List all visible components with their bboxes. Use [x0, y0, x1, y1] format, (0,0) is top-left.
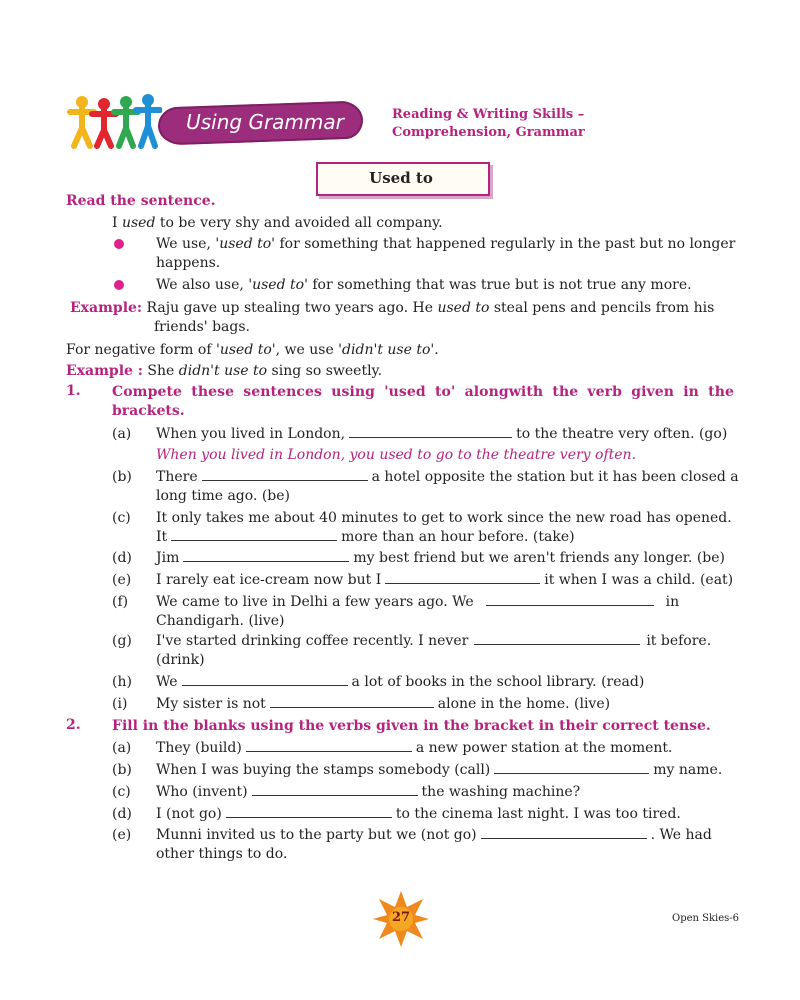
read-heading: Read the sentence. [66, 193, 216, 209]
q1-c-label: (c) [112, 510, 131, 526]
q1-i-label: (i) [112, 696, 128, 712]
q1-a-label: (a) [112, 426, 132, 442]
q1-a-answer: When you lived in London, you used to go to the theatre very often. [156, 447, 637, 463]
q2-c-line: Who (invent) the washing machine? [156, 784, 581, 800]
q2-c-blank[interactable] [252, 783, 418, 796]
q2-d-line: I (not go) to the cinema last night. I was too tired. [156, 806, 681, 822]
negative-form: For negative form of 'used to', we use 'didn't use to'. [66, 342, 439, 358]
intro-sentence: I used to be very shy and avoided all company. [112, 215, 443, 231]
topic-title: Used to [369, 169, 433, 187]
example-1-cont: friends' bags. [154, 319, 251, 335]
bullet-1-cont: happens. [156, 255, 221, 271]
bullet-1: We use, 'used to' for something that happened regularly in the past but no longer [156, 236, 736, 252]
q1-b-line: There a hotel opposite the station but it has been closed a [156, 469, 739, 485]
q2-e-line: Munni invited us to the party but we (not go) . We had [156, 827, 712, 843]
bullet-icon [114, 280, 124, 290]
q1-b-blank[interactable] [202, 468, 368, 481]
q2-e-blank[interactable] [481, 826, 647, 839]
q2-e-line-2: other things to do. [156, 846, 288, 862]
example-2: Example : She didn't use to sing so sweetly. [66, 363, 383, 379]
q1-d-blank[interactable] [183, 549, 349, 562]
q2-a-line: They (build) a new power station at the moment. [156, 740, 673, 756]
q2-title: Fill in the blanks using the verbs given in the bracket in their correct tense. [112, 718, 711, 734]
q2-a-label: (a) [112, 740, 132, 756]
q1-f-line-2: Chandigarh. (live) [156, 613, 285, 629]
q1-title-line-2: brackets. [112, 403, 185, 419]
q1-e-label: (e) [112, 572, 132, 588]
q1-i-line: My sister is not alone in the home. (live) [156, 696, 611, 712]
q1-b-line-2: long time ago. (be) [156, 488, 291, 504]
q1-f-line: We came to live in Delhi a few years ago. We in [156, 594, 680, 610]
q1-a-blank[interactable] [349, 425, 512, 438]
q1-f-blank[interactable] [486, 593, 654, 606]
q1-g-line: I've started drinking coffee recently. I never it before. [156, 633, 712, 649]
q1-g-blank[interactable] [474, 632, 640, 645]
bullet-2: We also use, 'used to' for something that was true but is not true any more. [156, 277, 692, 293]
bullet-icon [114, 239, 124, 249]
kids-logo-icon [66, 94, 162, 150]
page-number: 27 [391, 910, 411, 925]
q1-i-blank[interactable] [270, 695, 434, 708]
q1-c-line-2: It more than an hour before. (take) [156, 529, 575, 545]
section-badge-label: Using Grammar [186, 110, 344, 134]
q1-f-label: (f) [112, 594, 129, 610]
q2-c-label: (c) [112, 784, 131, 800]
q1-h-line: We a lot of books in the school library. (read) [156, 674, 645, 690]
book-title: Open Skies-6 [672, 913, 740, 924]
skills-line-1: Reading & Writing Skills – [392, 107, 585, 122]
q2-d-blank[interactable] [226, 805, 392, 818]
q2-b-line: When I was buying the stamps somebody (call) my name. [156, 762, 723, 778]
q1-h-label: (h) [112, 674, 132, 690]
q2-e-label: (e) [112, 827, 132, 843]
q2-number: 2. [66, 717, 81, 733]
q1-e-blank[interactable] [385, 571, 540, 584]
example-1: Example: Raju gave up stealing two years ago. He used to steal pens and pencils from his [70, 300, 715, 316]
q2-b-label: (b) [112, 762, 132, 778]
skills-line-2: Comprehension, Grammar [392, 125, 585, 140]
q1-d-line: Jim my best friend but we aren't friends any longer. (be) [156, 550, 725, 566]
q1-c-blank[interactable] [171, 528, 337, 541]
q1-b-label: (b) [112, 469, 132, 485]
q1-title-line-1: Compete these sentences using 'used to' alongwith the verb given in the [112, 384, 734, 400]
q2-d-label: (d) [112, 806, 132, 822]
q1-h-blank[interactable] [182, 673, 348, 686]
q1-number: 1. [66, 383, 81, 399]
q1-a-line: When you lived in London, to the theatre very often. (go) [156, 426, 728, 442]
q1-c-line: It only takes me about 40 minutes to get to work since the new road has opened. [156, 510, 732, 526]
q1-e-line: I rarely eat ice-cream now but I it when I was a child. (eat) [156, 572, 734, 588]
q2-a-blank[interactable] [246, 739, 412, 752]
q2-b-blank[interactable] [494, 761, 649, 774]
q1-g-label: (g) [112, 633, 132, 649]
q1-d-label: (d) [112, 550, 132, 566]
q1-g-line-2: (drink) [156, 652, 205, 668]
